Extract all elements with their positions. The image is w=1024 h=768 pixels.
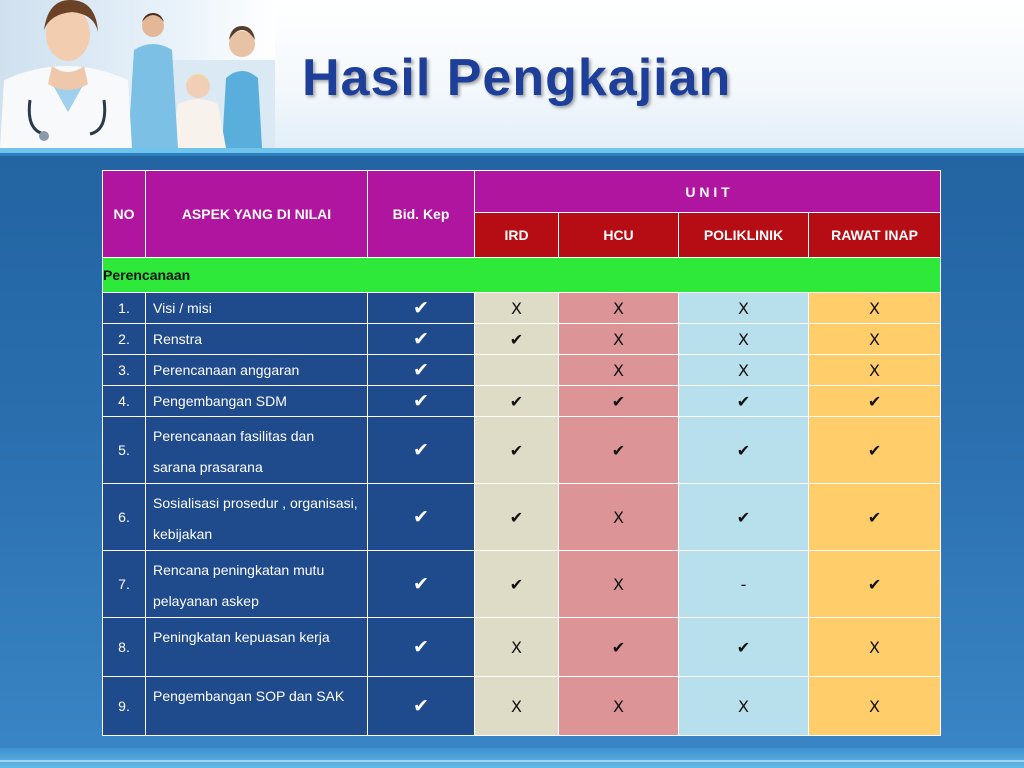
x-mark: X <box>613 696 624 716</box>
x-mark: X <box>738 360 749 380</box>
check-icon: ✔ <box>509 574 524 594</box>
table-row <box>103 386 941 417</box>
check-icon: ✔ <box>413 572 429 595</box>
row-number: 2. <box>103 324 146 355</box>
table-row <box>103 324 941 355</box>
check-icon: ✔ <box>413 635 429 658</box>
check-icon: ✔ <box>509 507 524 527</box>
x-mark: X <box>613 507 624 527</box>
header-rawat-inap: RAWAT INAP <box>809 213 941 258</box>
x-mark: X <box>511 696 522 716</box>
check-icon: ✔ <box>736 391 751 411</box>
check-icon: ✔ <box>509 440 524 460</box>
row-number: 8. <box>103 618 146 677</box>
x-mark: X <box>613 574 624 594</box>
header-divider-dark <box>0 153 1024 156</box>
row-number: 3. <box>103 355 146 386</box>
check-icon: ✔ <box>413 505 429 528</box>
check-icon: ✔ <box>413 389 429 412</box>
x-mark: X <box>869 298 880 318</box>
header-hcu: HCU <box>559 213 679 258</box>
row-aspek: Peningkatan kepuasan kerja <box>146 618 368 677</box>
assessment-table <box>102 170 941 736</box>
x-mark: X <box>738 329 749 349</box>
header-ird: IRD <box>475 213 559 258</box>
x-mark: X <box>613 360 624 380</box>
dash-mark: - <box>740 574 747 594</box>
table-row <box>103 484 941 551</box>
row-number: 1. <box>103 293 146 324</box>
check-icon: ✔ <box>413 438 429 461</box>
check-icon: ✔ <box>867 574 882 594</box>
check-icon: ✔ <box>413 296 429 319</box>
check-icon: ✔ <box>413 694 429 717</box>
row-number: 5. <box>103 417 146 484</box>
header-unit: U N I T <box>475 171 941 213</box>
x-mark: X <box>738 696 749 716</box>
row-aspek: Rencana peningkatan mutu pelayanan askep <box>146 551 368 618</box>
check-icon: ✔ <box>611 391 626 411</box>
header-bid-kep: Bid. Kep <box>368 171 475 258</box>
x-mark: X <box>869 360 880 380</box>
row-aspek: Pengembangan SOP dan SAK <box>146 677 368 736</box>
row-number: 7. <box>103 551 146 618</box>
row-number: 9. <box>103 677 146 736</box>
x-mark: X <box>613 329 624 349</box>
row-aspek: Perencanaan fasilitas dan sarana prasarana <box>146 417 368 484</box>
medical-staff-photo <box>0 0 275 148</box>
x-mark: X <box>613 298 624 318</box>
row-aspek: Perencanaan anggaran <box>146 355 368 386</box>
x-mark: X <box>869 637 880 657</box>
row-aspek: Visi / misi <box>146 293 368 324</box>
header-poliklinik: POLIKLINIK <box>679 213 809 258</box>
section-perencanaan: Perencanaan <box>103 258 941 293</box>
table-row <box>103 355 941 386</box>
check-icon: ✔ <box>736 637 751 657</box>
row-aspek: Renstra <box>146 324 368 355</box>
table-row <box>103 618 941 677</box>
table-row <box>103 417 941 484</box>
check-icon: ✔ <box>867 440 882 460</box>
row-aspek: Pengembangan SDM <box>146 386 368 417</box>
x-mark: X <box>738 298 749 318</box>
x-mark: X <box>869 329 880 349</box>
table-row <box>103 551 941 618</box>
check-icon: ✔ <box>736 507 751 527</box>
check-icon: ✔ <box>509 329 524 349</box>
row-number: 6. <box>103 484 146 551</box>
check-icon: ✔ <box>509 391 524 411</box>
footer-band <box>0 748 1024 768</box>
footer-line <box>0 760 1024 762</box>
check-icon: ✔ <box>413 327 429 350</box>
check-icon: ✔ <box>611 440 626 460</box>
check-icon: ✔ <box>736 440 751 460</box>
x-mark: X <box>511 298 522 318</box>
check-icon: ✔ <box>867 507 882 527</box>
row-aspek: Sosialisasi prosedur , organisasi, kebijakan <box>146 484 368 551</box>
header-aspek: ASPEK YANG DI NILAI <box>146 171 368 258</box>
table-row <box>103 677 941 736</box>
page-title: Hasil Pengkajian <box>302 49 732 107</box>
header-banner <box>0 0 1024 148</box>
x-mark: X <box>869 696 880 716</box>
header-no: NO <box>103 171 146 258</box>
row-number: 4. <box>103 386 146 417</box>
check-icon: ✔ <box>413 358 429 381</box>
check-icon: ✔ <box>867 391 882 411</box>
check-icon: ✔ <box>611 637 626 657</box>
table-row <box>103 293 941 324</box>
x-mark: X <box>511 637 522 657</box>
